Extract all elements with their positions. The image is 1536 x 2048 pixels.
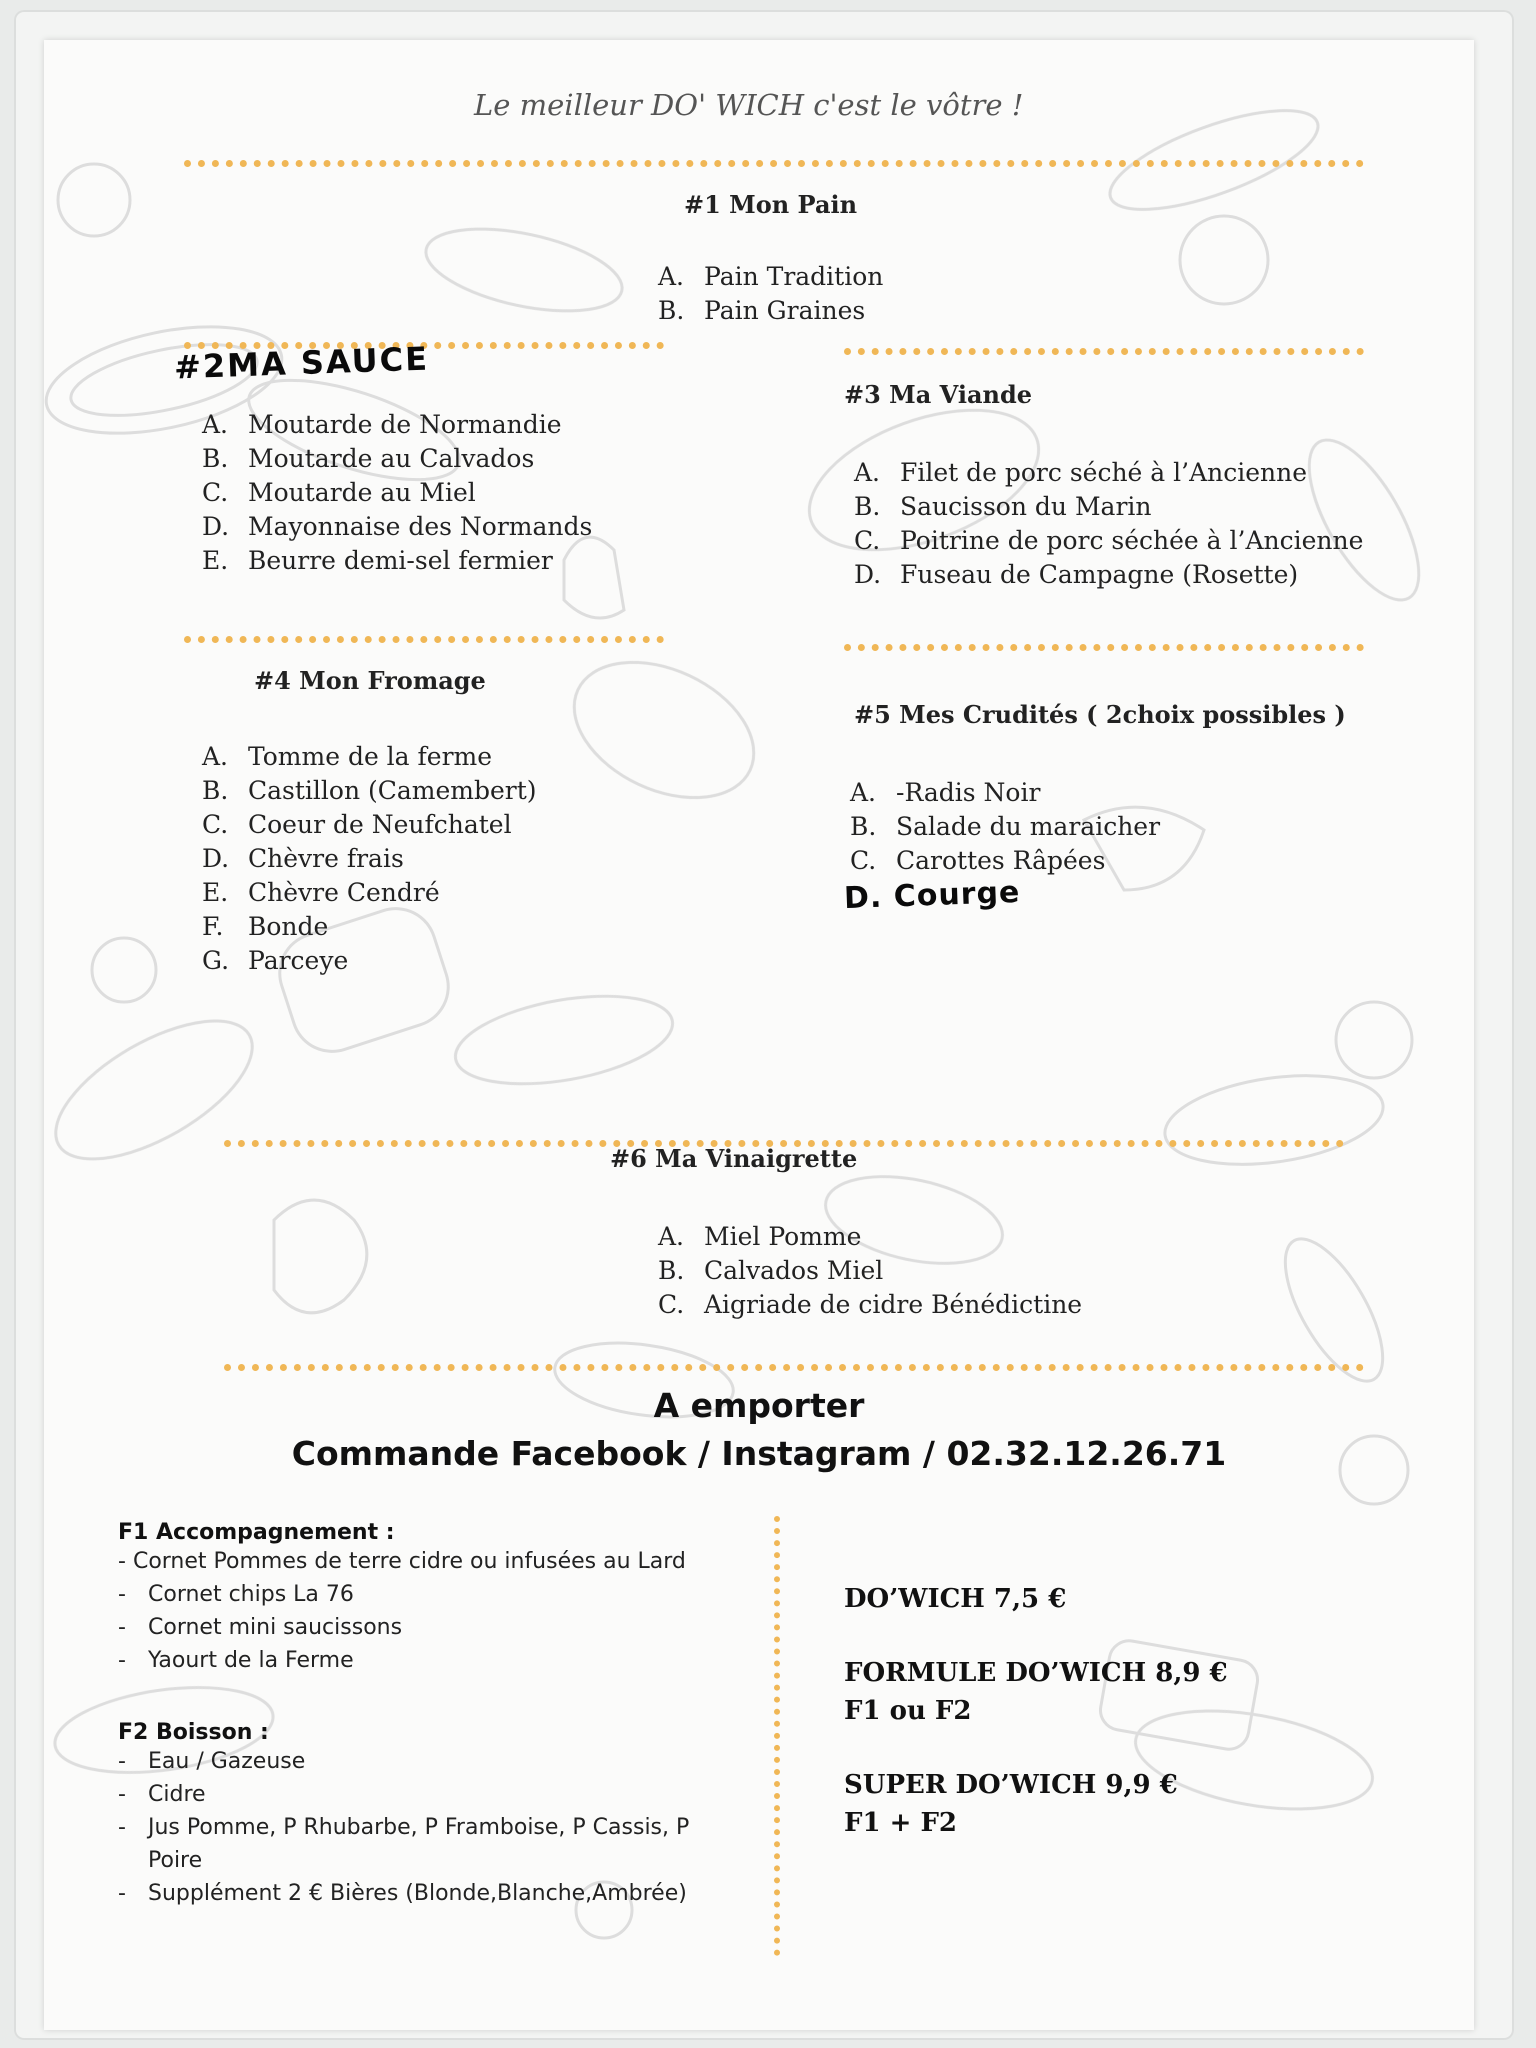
list-item: A. Tomme de la ferme: [202, 742, 493, 771]
takeaway-title: A emporter: [653, 1386, 865, 1425]
list-item: - Cornet mini saucissons: [118, 1615, 403, 1640]
tagline: Le meilleur DO' WICH c'est le vôtre !: [474, 88, 1024, 122]
section-title-vinaigrette: #6 Ma Vinaigrette: [610, 1144, 858, 1173]
list-item: C. Poitrine de porc séchée à l’Ancienne: [854, 526, 1364, 555]
section-title-viande: #3 Ma Viande: [844, 380, 1033, 409]
price-formule: FORMULE DO’WICH 8,9 €: [844, 1658, 1228, 1688]
list-item: B. Salade du maraicher: [850, 812, 1161, 841]
f1-block: [118, 1520, 686, 1677]
f1-title: F1 Accompagnement :: [118, 1520, 395, 1545]
price-super-sub: F1 + F2: [844, 1808, 957, 1838]
list-item: C. Carottes Râpées: [850, 846, 1106, 875]
prices-block: [844, 1580, 1228, 1842]
list-item: A. Moutarde de Normandie: [202, 410, 562, 439]
divider: [184, 636, 664, 643]
f2-block: [118, 1720, 689, 1910]
divider: [844, 644, 1364, 651]
list-item: - Cornet Pommes de terre cidre ou infusées au Lard: [118, 1549, 686, 1574]
list-vinaigrette: [658, 1220, 1082, 1322]
list-item: - Cornet chips La 76: [118, 1582, 354, 1607]
list-item: F. Bonde: [202, 912, 329, 941]
list-item: B. Saucisson du Marin: [854, 492, 1152, 521]
list-item: - Jus Pomme, P Rhubarbe, P Framboise, P Cassis, P: [118, 1815, 690, 1840]
list-item: E. Beurre demi-sel fermier: [202, 546, 553, 575]
divider: [844, 348, 1364, 355]
section-title-sauce: #2MA SAUCE: [173, 339, 430, 387]
list-sauce: [202, 408, 592, 578]
list-item: - Cidre: [118, 1782, 206, 1807]
list-item: A. Pain Tradition: [658, 262, 884, 291]
handwritten-item-courge: D. Courge: [843, 874, 1021, 917]
list-item: Poire: [148, 1848, 203, 1873]
list-crudites: [850, 776, 1160, 878]
menu-sheet: [44, 40, 1474, 2030]
list-item: - Eau / Gazeuse: [118, 1749, 306, 1774]
list-item: - Yaourt de la Ferme: [118, 1648, 354, 1673]
price-formule-sub: F1 ou F2: [844, 1696, 972, 1726]
list-pain: [658, 260, 883, 328]
list-item: A. Filet de porc séché à l’Ancienne: [854, 458, 1308, 487]
list-item: B. Pain Graines: [658, 296, 866, 325]
list-fromage: [202, 740, 537, 978]
list-item: B. Calvados Miel: [658, 1256, 884, 1285]
section-title-crudites: #5 Mes Crudités ( 2choix possibles ): [854, 700, 1346, 729]
list-item: C. Moutarde au Miel: [202, 478, 476, 507]
list-item: A. Miel Pomme: [658, 1222, 862, 1251]
list-item: C. Aigriade de cidre Bénédictine: [658, 1290, 1083, 1319]
list-item: G. Parceye: [202, 946, 349, 975]
section-title-pain: #1 Mon Pain: [684, 190, 858, 219]
list-item: D. Fuseau de Campagne (Rosette): [854, 560, 1299, 589]
list-item: E. Chèvre Cendré: [202, 878, 440, 907]
list-item: B. Moutarde au Calvados: [202, 444, 535, 473]
list-item: B. Castillon (Camembert): [202, 776, 537, 805]
list-item: A. -Radis Noir: [850, 778, 1041, 807]
price-super: SUPER DO’WICH 9,9 €: [844, 1770, 1178, 1800]
vertical-divider: [774, 1516, 780, 1956]
list-item: - Supplément 2 € Bières (Blonde,Blanche,Ambrée): [118, 1881, 687, 1906]
price-dowich: DO’WICH 7,5 €: [844, 1584, 1067, 1614]
divider: [224, 1364, 1364, 1371]
list-item: D. Mayonnaise des Normands: [202, 512, 593, 541]
f2-title: F2 Boisson :: [118, 1720, 269, 1745]
takeaway-contact: Commande Facebook / Instagram / 02.32.12.26.71: [291, 1434, 1227, 1473]
list-viande: [854, 456, 1363, 592]
divider: [184, 160, 1364, 167]
section-title-fromage: #4 Mon Fromage: [254, 666, 486, 695]
list-item: C. Coeur de Neufchatel: [202, 810, 512, 839]
list-item: D. Chèvre frais: [202, 844, 404, 873]
